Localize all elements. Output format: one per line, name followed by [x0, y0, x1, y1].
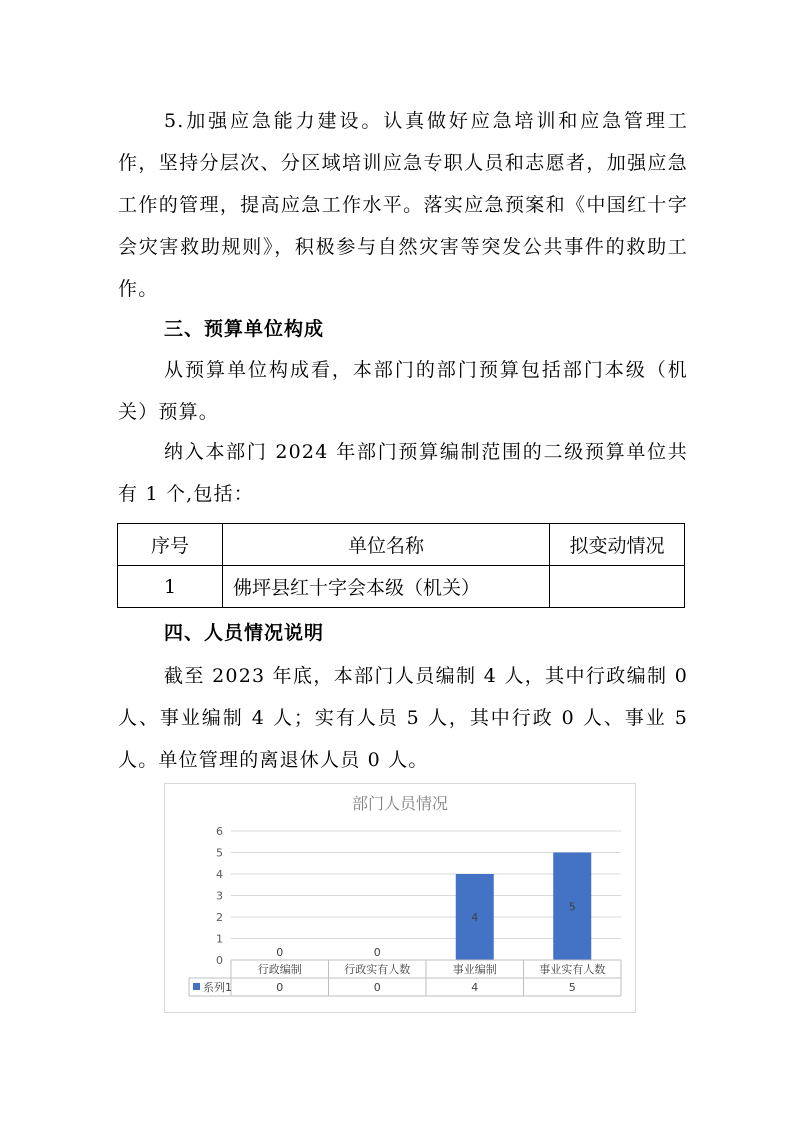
header-change: 拟变动情况 — [550, 524, 685, 566]
chart-title: 部门人员情况 — [351, 794, 449, 813]
row-change — [550, 566, 685, 608]
y-tick-label: 5 — [216, 846, 223, 860]
category-label: 事业编制 — [452, 963, 497, 976]
legend-key — [193, 983, 200, 990]
data-label: 4 — [471, 911, 479, 924]
section-4-heading: 四、人员情况说明 — [164, 622, 325, 644]
row-unit-name: 佛坪县红十字会本级（机关） — [223, 566, 550, 608]
y-tick-label: 2 — [216, 911, 223, 924]
table-value: 4 — [471, 981, 479, 994]
section-3-heading: 三、预算单位构成 — [164, 318, 325, 340]
table-value: 0 — [276, 981, 284, 994]
section-3-paragraph-2: 纳入本部门 2024 年部门预算编制范围的二级预算单位共有 1 个,包括： — [118, 441, 688, 505]
category-label: 行政实有人数 — [344, 963, 411, 976]
y-tick-label: 6 — [216, 825, 223, 838]
series-name: 系列1 — [203, 981, 232, 994]
budget-unit-table — [117, 523, 685, 608]
section-3-paragraph-1: 从预算单位构成看，本部门的部门预算包括部门本级（机关）预算。 — [118, 359, 688, 423]
y-tick-label: 4 — [216, 868, 223, 881]
section-5-paragraph: 5.加强应急能力建设。认真做好应急培训和应急管理工作，坚持分层次、分区域培训应急专职人员和志愿者，加强应急工作的管理，提高应急工作水平。落实应急预案和《中国红十字会灾害救助规则》，积极参与自然灾害等突发公共事件的救助工作。 — [118, 110, 688, 300]
category-label: 行政编制 — [257, 963, 302, 976]
y-tick-label: 3 — [216, 889, 223, 903]
y-tick-label: 1 — [216, 932, 223, 946]
category-label: 事业实有人数 — [539, 963, 606, 976]
header-seq: 序号 — [118, 524, 223, 566]
table-row — [118, 566, 685, 608]
row-seq: 1 — [118, 566, 223, 608]
data-label: 5 — [568, 900, 576, 914]
data-label: 0 — [276, 946, 284, 959]
chart-svg — [165, 784, 635, 1012]
personnel-chart — [164, 783, 636, 1013]
table-value: 0 — [373, 981, 381, 994]
header-unit-name: 单位名称 — [223, 524, 550, 566]
section-4-paragraph: 截至 2023 年底，本部门人员编制 4 人，其中行政编制 0 人、事业编制 4 人；实有人员 5 人，其中行政 0 人、事业 5 人。单位管理的离退休人员 0 人。 — [118, 665, 688, 771]
data-label: 0 — [373, 946, 381, 959]
table-value: 5 — [568, 981, 576, 994]
table-header-row — [118, 524, 685, 566]
y-tick-label: 0 — [216, 954, 223, 967]
